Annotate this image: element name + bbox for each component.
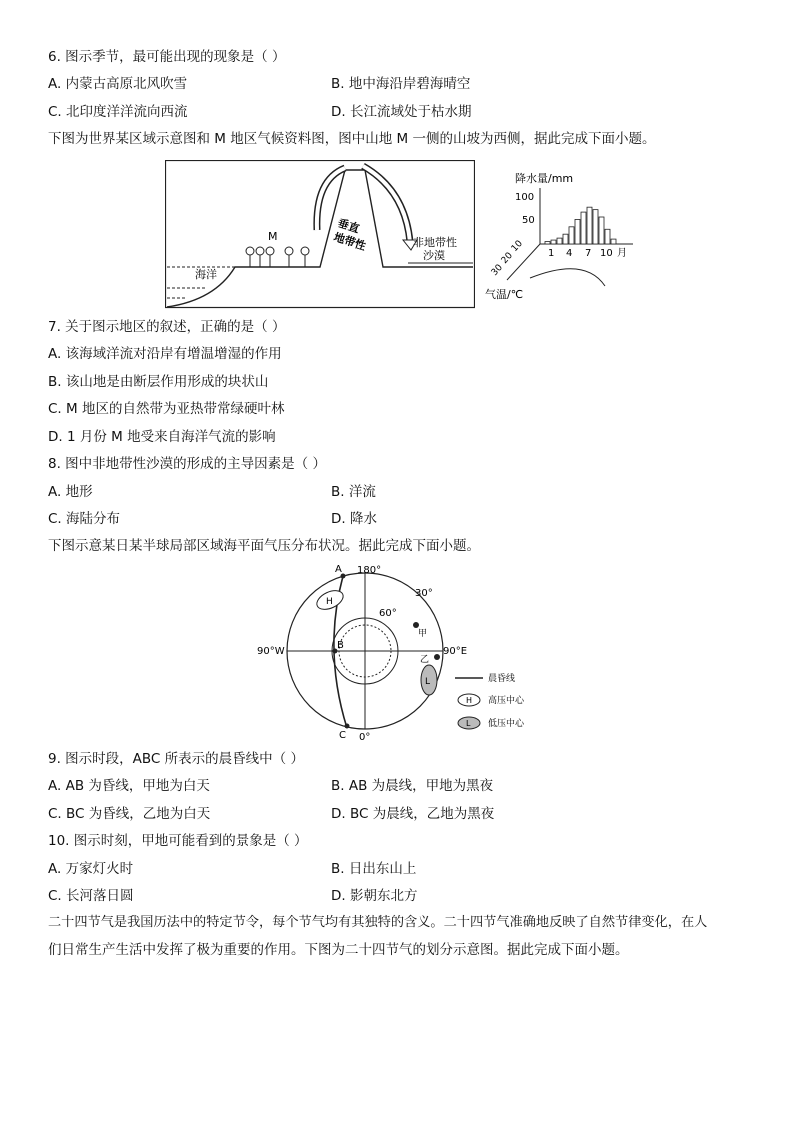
lat-30-label: 30° (415, 588, 433, 599)
q10-option-c: C. 长河落日圆 (48, 888, 134, 904)
q6-stem: 6. 图示季节，最可能出现的现象是（ ） (48, 49, 286, 65)
intro-figure-2: 下图示意某日某半球局部区域海平面气压分布状况。据此完成下面小题。 (48, 538, 480, 554)
legend-terminator: 晨昏线 (488, 674, 516, 684)
month-tick-4: 4 (566, 248, 573, 259)
month-unit: 月 (617, 248, 627, 259)
q6-option-b: B. 地中海沿岸碧海晴空 (331, 76, 471, 92)
legend-low: 低压中心 (488, 719, 525, 729)
high-label: H (326, 597, 333, 607)
point-c: C (339, 730, 346, 741)
polar-pressure-figure (255, 562, 555, 744)
lon-90e-label: 90°E (443, 646, 468, 657)
point-a: A (335, 564, 342, 575)
q8-option-c: C. 海陆分布 (48, 511, 121, 527)
point-b: B (337, 640, 344, 651)
temp-tick-30: 30 (489, 262, 505, 279)
intro-figure-3-line-1: 二十四节气是我国历法中的特定节令，每个节气均有其独特的含义。二十四节气准确地反映了自然节律变化，在人 (48, 915, 708, 930)
y-tick-100: 100 (515, 192, 535, 203)
q9-option-d: D. BC 为晨线，乙地为黑夜 (331, 806, 495, 822)
y-tick-50: 50 (522, 215, 535, 226)
m-label: M (268, 230, 278, 243)
temp-tick-10: 10 (509, 238, 525, 255)
q10-stem: 10. 图示时刻，甲地可能看到的景象是（ ） (48, 833, 308, 849)
q7-option-b: B. 该山地是由断层作用形成的块状山 (48, 374, 269, 390)
q10-option-a: A. 万家灯火时 (48, 861, 134, 877)
precip-bar-month-9 (593, 210, 598, 244)
q8-stem: 8. 图中非地带性沙漠的形成的主导因素是（ ） (48, 456, 326, 472)
climate-chart (485, 168, 635, 306)
low-label: L (425, 677, 431, 687)
precip-axis-label: 降水量/mm (515, 172, 574, 185)
q10-option-d: D. 影朝东北方 (331, 888, 418, 904)
precip-bar-month-6 (575, 219, 580, 244)
vertical-label-2: 地带性 (332, 230, 368, 254)
legend-high-letter: H (466, 696, 473, 705)
lon-90w-label: 90°W (257, 646, 285, 657)
vertical-label-1: 垂直 (336, 216, 362, 236)
ocean-label: 海洋 (195, 268, 217, 281)
legend-high: 高压中心 (488, 696, 525, 706)
q7-option-c: C. M 地区的自然带为亚热带常绿硬叶林 (48, 401, 285, 417)
nonzonal-label-1: 非地带性 (413, 236, 457, 249)
q6-option-d: D. 长江流域处于枯水期 (331, 104, 472, 120)
month-tick-1: 1 (548, 248, 555, 259)
lon-180-label: 180° (357, 565, 382, 576)
precip-bar-month-11 (605, 229, 610, 244)
month-tick-10: 10 (600, 248, 613, 259)
legend-low-letter: L (466, 719, 471, 728)
precip-bar-month-4 (563, 234, 568, 244)
point-jia: 甲 (418, 629, 428, 639)
q7-stem: 7. 关于图示地区的叙述，正确的是（ ） (48, 319, 286, 335)
q6-option-a: A. 内蒙古高原北风吹雪 (48, 76, 188, 92)
precip-bar-month-1 (545, 242, 550, 244)
precip-bar-month-8 (587, 207, 592, 244)
q10-option-b: B. 日出东山上 (331, 861, 417, 877)
q9-option-a: A. AB 为昏线，甲地为白天 (48, 778, 210, 794)
nonzonal-label-2: 沙漠 (423, 249, 445, 262)
precip-bar-month-12 (611, 239, 616, 244)
precip-bar-month-2 (551, 240, 556, 244)
temp-tick-20: 20 (499, 250, 515, 267)
month-tick-7: 7 (585, 248, 592, 259)
intro-figure-1: 下图为世界某区域示意图和 M 地区气候资料图，图中山地 M 一侧的山坡为西侧，据此完成下面小题。 (48, 131, 656, 147)
q7-option-d: D. 1 月份 M 地受来自海洋气流的影响 (48, 429, 276, 445)
q8-option-b: B. 洋流 (331, 484, 376, 500)
trees (246, 247, 309, 267)
precip-bar-month-10 (599, 217, 604, 244)
precip-bar-month-7 (581, 212, 586, 244)
q6-option-c: C. 北印度洋洋流向西流 (48, 104, 188, 120)
point-yi: 乙 (420, 655, 430, 665)
intro-figure-3-line-2: 们日常生产生活中发挥了极为重要的作用。下图为二十四节气的划分示意图。据此完成下面小题。 (48, 942, 629, 958)
precip-bar-month-3 (557, 238, 562, 244)
precip-bar-month-5 (569, 227, 574, 244)
q9-option-b: B. AB 为晨线，甲地为黑夜 (331, 778, 494, 794)
q9-option-c: C. BC 为昏线，乙地为白天 (48, 806, 211, 822)
lat-60-label: 60° (379, 608, 397, 619)
q8-option-a: A. 地形 (48, 484, 93, 500)
lon-0-label: 0° (359, 732, 371, 743)
q8-option-d: D. 降水 (331, 511, 377, 527)
temp-axis-label: 气温/℃ (485, 288, 524, 301)
q7-option-a: A. 该海域洋流对沿岸有增温增湿的作用 (48, 346, 282, 362)
q9-stem: 9. 图示时段，ABC 所表示的晨昏线中（ ） (48, 751, 304, 767)
region-profile-figure (165, 160, 475, 310)
temp-curve (530, 269, 605, 286)
